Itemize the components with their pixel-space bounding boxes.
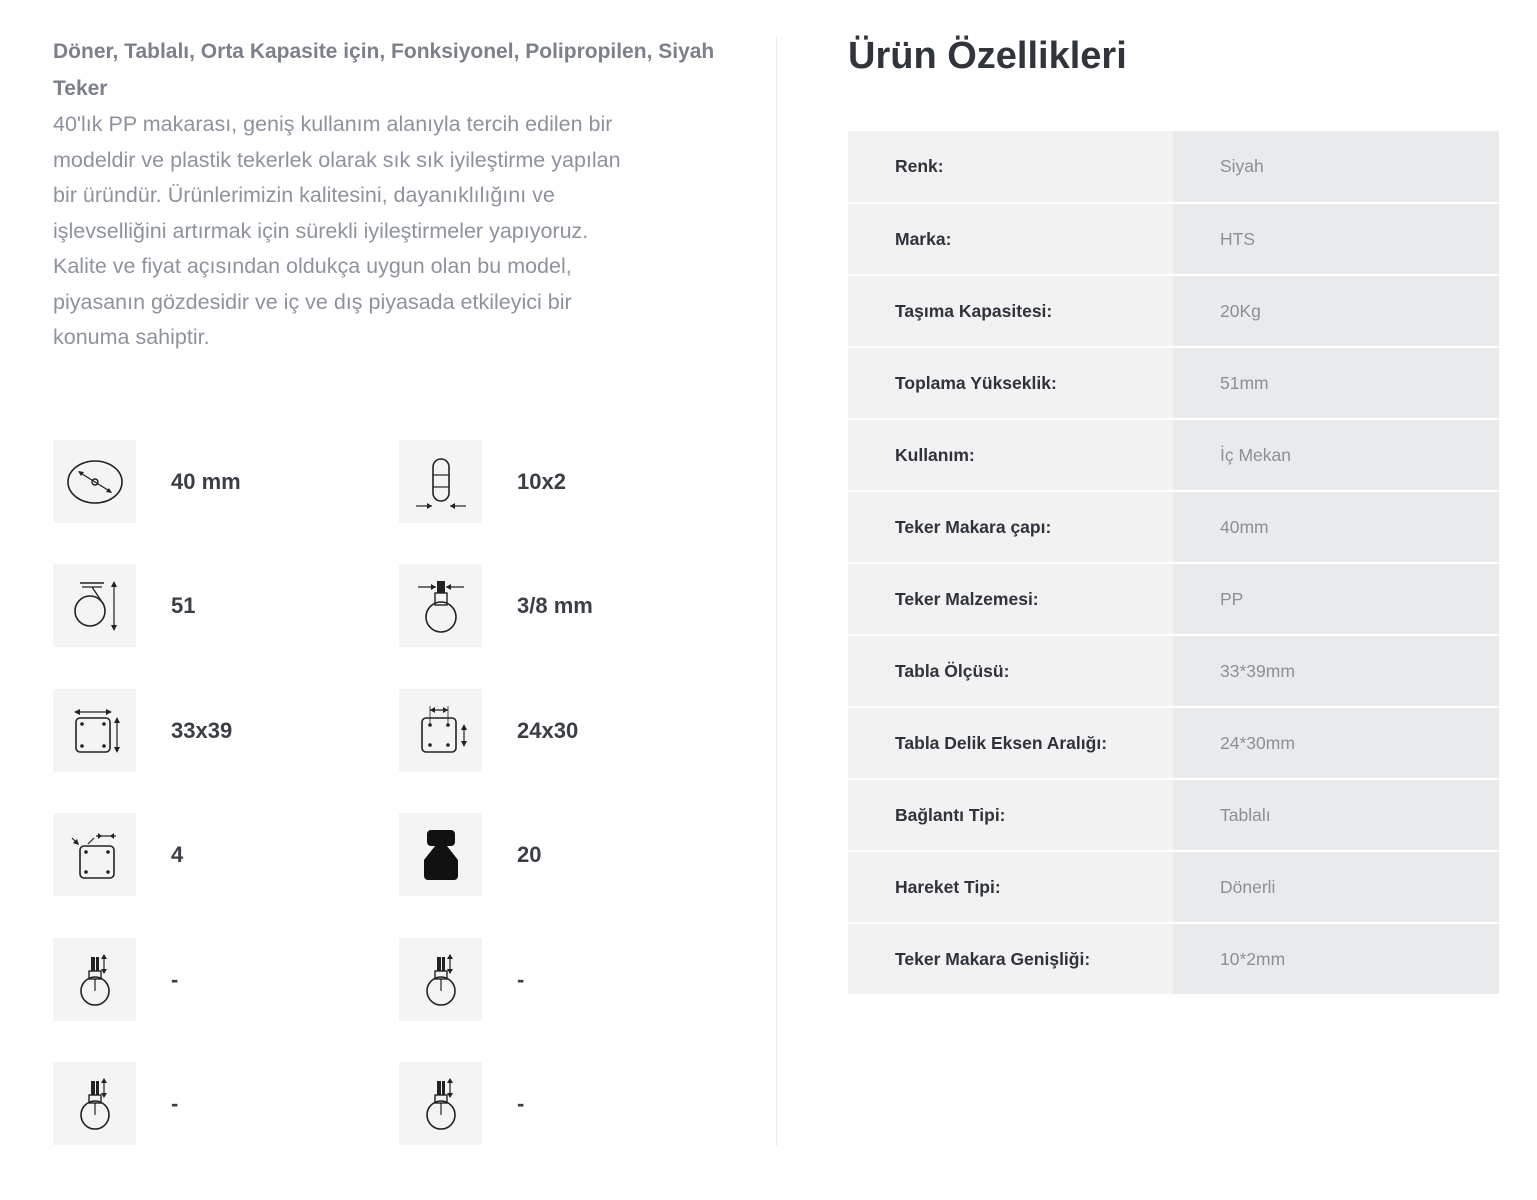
description-line: 40'lık PP makarası, geniş kullanım alanıyla tercih edilen bir: [53, 112, 613, 136]
description-line: işlevselliğini artırmak için sürekli iyileştirmeler yapıyoruz.: [53, 218, 589, 243]
table-row: [848, 419, 1499, 491]
property-label: Teker Makara çapı:: [848, 491, 1173, 563]
property-label: Taşıma Kapasitesi:: [848, 275, 1173, 347]
spec-value: -: [517, 967, 525, 992]
table-row: [848, 131, 1499, 203]
property-label: Renk:: [848, 131, 1173, 203]
properties-title: Ürün Özellikleri: [848, 35, 1127, 77]
bolt-hole-spacing-icon: [410, 700, 472, 762]
property-label: Bağlantı Tipi:: [848, 779, 1173, 851]
property-label: Toplama Yükseklik:: [848, 347, 1173, 419]
spec-item-wheel-diameter: [53, 440, 393, 523]
spec-item-caster-stem: [399, 1062, 739, 1145]
spec-item-caster-stem: [53, 938, 393, 1021]
table-row: [848, 923, 1499, 995]
property-value: Dönerli: [1173, 851, 1499, 923]
product-description-text: [53, 107, 723, 356]
property-value: 10*2mm: [1173, 923, 1499, 995]
property-value: Tablalı: [1173, 779, 1499, 851]
spec-value: -: [171, 1091, 179, 1116]
property-value: İç Mekan: [1173, 419, 1499, 491]
properties-table: [848, 131, 1499, 996]
spec-item-bolt-hole: [53, 813, 393, 896]
weight-icon: [410, 824, 472, 886]
property-value: 51mm: [1173, 347, 1499, 419]
product-description: [53, 33, 723, 356]
caster-stem-icon: [410, 949, 472, 1011]
spec-item-mounting-height: [53, 564, 393, 647]
description-line: konuma sahiptir.: [53, 325, 210, 349]
description-line: bir üründür. Ürünlerimizin kalitesini, dayanıklılığını ve: [53, 183, 555, 207]
caster-stem-icon: [64, 949, 126, 1011]
table-row: [848, 851, 1499, 923]
spec-item-wheel-width: [399, 440, 739, 523]
product-title: Döner, Tablalı, Orta Kapasite için, Fonksiyonel, Polipropilen, Siyah Teker: [53, 40, 715, 100]
table-row: [848, 203, 1499, 275]
property-value: 20Kg: [1173, 275, 1499, 347]
spec-value: 20: [517, 842, 542, 867]
spec-value: -: [517, 1091, 525, 1116]
table-row: [848, 779, 1499, 851]
property-label: Tabla Delik Eksen Aralığı:: [848, 707, 1173, 779]
property-value: Siyah: [1173, 131, 1499, 203]
stem-diameter-icon: [410, 575, 472, 637]
spec-value: 40 mm: [171, 469, 241, 494]
spec-value: 33x39: [171, 718, 233, 743]
spec-item-plate-size: [53, 689, 393, 772]
table-row: [848, 347, 1499, 419]
property-value: PP: [1173, 563, 1499, 635]
spec-value: 51: [171, 593, 196, 618]
spec-item-stem-diameter: [399, 564, 739, 647]
column-divider: [776, 36, 777, 1146]
description-line: Kalite ve fiyat açısından oldukça uygun olan bu model,: [53, 254, 572, 278]
property-label: Marka:: [848, 203, 1173, 275]
table-row: [848, 563, 1499, 635]
spec-item-weight: [399, 813, 739, 896]
caster-stem-icon: [410, 1073, 472, 1135]
mounting-height-icon: [64, 575, 126, 637]
property-value: 40mm: [1173, 491, 1499, 563]
description-line: modeldir ve plastik tekerlek olarak sık sık iyileştirme yapılan: [53, 147, 621, 172]
wheel-width-icon: [410, 451, 472, 513]
property-label: Tabla Ölçüsü:: [848, 635, 1173, 707]
spec-value: 4: [171, 842, 184, 867]
property-value: HTS: [1173, 203, 1499, 275]
bolt-hole-icon: [64, 824, 126, 886]
spec-value: -: [171, 967, 179, 992]
table-row: [848, 491, 1499, 563]
spec-value: 24x30: [517, 718, 579, 743]
spec-item-caster-stem: [399, 938, 739, 1021]
property-label: Teker Malzemesi:: [848, 563, 1173, 635]
wheel-diameter-icon: [64, 451, 126, 513]
spec-value: 10x2: [517, 469, 566, 494]
property-value: 24*30mm: [1173, 707, 1499, 779]
caster-stem-icon: [64, 1073, 126, 1135]
description-line: piyasanın gözdesidir ve iç ve dış piyasada etkileyici bir: [53, 289, 572, 314]
table-row: [848, 275, 1499, 347]
spec-value: 3/8 mm: [517, 593, 593, 618]
spec-item-caster-stem: [53, 1062, 393, 1145]
table-row: [848, 635, 1499, 707]
property-label: Kullanım:: [848, 419, 1173, 491]
plate-size-icon: [64, 700, 126, 762]
table-row: [848, 707, 1499, 779]
property-label: Teker Makara Genişliği:: [848, 923, 1173, 995]
property-value: 33*39mm: [1173, 635, 1499, 707]
spec-item-bolt-hole-spacing: [399, 689, 739, 772]
property-label: Hareket Tipi:: [848, 851, 1173, 923]
